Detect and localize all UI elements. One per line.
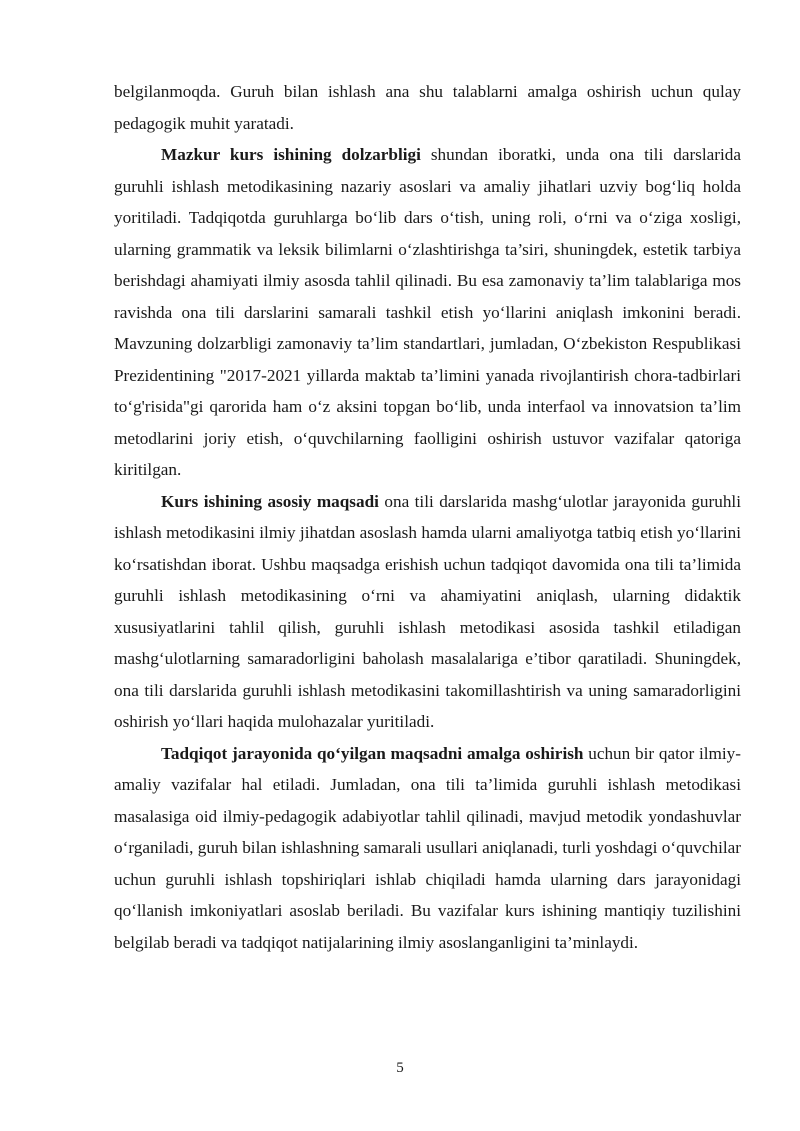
paragraph-text: belgilanmoqda. Guruh bilan ishlash ana shu talablarni amalga oshirish uchun qulay pedagogik muhit yaratadi. xyxy=(114,82,741,133)
paragraph-lead: Tadqiqot jarayonida qo‘yilgan maqsadni amalga oshirish xyxy=(161,743,584,763)
paragraph-text: ona tili darslarida mashg‘ulotlar jarayonida guruhli ishlash metodikasini ilmiy jihatdan asoslash hamda ularni amaliyotga tatbiq etish yo‘llarini ko‘rsatishdan iborat. Ushbu maqsadga erishish uchun tadqiqot davomida ona tili ta’limida guruhli ishlash metodikasining o‘rni va ahamiyatini aniqlash, ularning didaktik xususiyatlarini tahlil qilish, guruhli ishlash metodikasi asosida tashkil etiladigan mashg‘ulotlarning samaradorligini baholash masalalariga e’tibor qaratiladi. Shuningdek, ona tili darslarida guruhli ishlash metodikasini takomillashtirish va uning samaradorligini oshirish yo‘llari haqida mulohazalar yuritiladi. xyxy=(114,491,741,731)
page-number: 5 xyxy=(396,1060,404,1076)
paragraph-relevance xyxy=(114,139,741,486)
paragraph-goal xyxy=(114,486,741,738)
document-body xyxy=(114,76,741,958)
paragraph-lead: Mazkur kurs ishining dolzarbligi xyxy=(161,145,421,164)
paragraph-text: uchun bir qator ilmiy-amaliy vazifalar hal etiladi. Jumladan, ona tili ta’limida guruhli ishlash metodikasi masalasiga oid ilmiy-pedagogik adabiyotlar tahlil qilinadi, mavjud metodik yondashuvlar o‘rganiladi, guruh bilan ishlashning samarali usullari aniqlanadi, turli yoshdagi o‘quvchilar uchun guruhli ishlash topshiriqlari ishlab chiqiladi hamda ularning dars jarayonidagi qo‘llanish imkoniyatlari asoslab beriladi. Bu vazifalar kurs ishining mantiqiy tuzilishini belgilab beradi va tadqiqot natijalarining ilmiy asoslanganligini ta’minlaydi. xyxy=(114,743,741,952)
paragraph-continuation xyxy=(114,76,741,139)
paragraph-lead: Kurs ishining asosiy maqsadi xyxy=(161,491,379,511)
paragraph-tasks xyxy=(114,738,741,959)
paragraph-text: shundan iboratki, unda ona tili darslarida guruhli ishlash metodikasining nazariy asoslari va amaliy jihatlari uzviy bog‘liq holda yoritiladi. Tadqiqotda guruhlarga bo‘lib dars o‘tish, uning roli, o‘rni va o‘ziga xosligi, ularning grammatik va leksik bilimlarni o‘zlashtirishga ta’siri, shuningdek, estetik tarbiya berishdagi ahamiyati ilmiy asosda tahlil qilinadi. Bu esa zamonaviy ta’lim talablariga mos ravishda ona tili darslarini samarali tashkil etish yo‘llarini aniqlash imkonini beradi. Mavzuning dolzarbligi zamonaviy ta’lim standartlari, jumladan, O‘zbekiston Respublikasi Prezidentining "2017-2021 yillarda maktab ta’limini yanada rivojlantirish chora-tadbirlari to‘g'risida"gi qarorida ham o‘z aksini topgan bo‘lib, unda interfaol va innovatsion ta’lim metodlarini joriy etish, o‘quvchilarning faolligini oshirish ustuvor vazifalar qatoriga kiritilgan. xyxy=(114,145,741,479)
